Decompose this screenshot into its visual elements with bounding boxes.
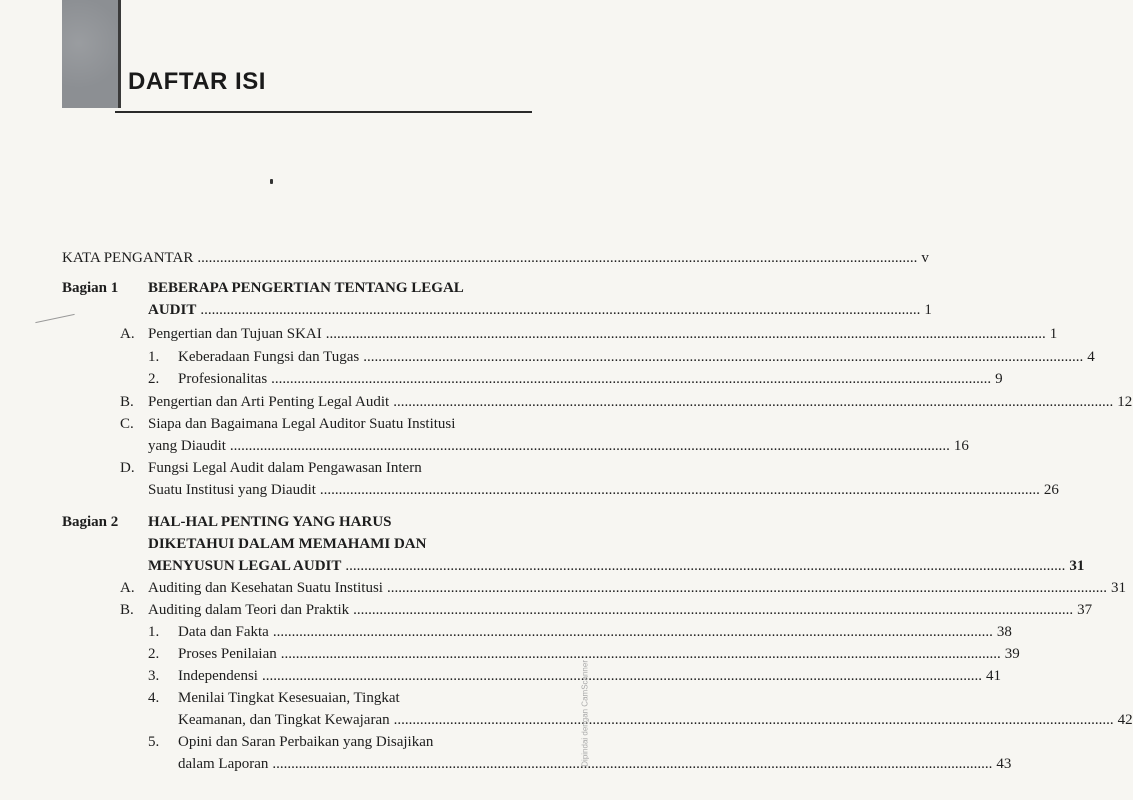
toc-entry-kata-pengantar <box>62 250 929 267</box>
scan-speck <box>270 179 273 184</box>
part-label-1: Bagian 1 <box>62 280 119 296</box>
toc-page: 26 <box>1043 482 1059 498</box>
toc-entry-1d <box>148 482 1059 499</box>
toc-num: 1. <box>148 349 160 365</box>
toc-entry-2b1 <box>178 624 1012 641</box>
toc-page: 4 <box>1087 349 1095 365</box>
toc-page: 12 <box>1117 394 1133 410</box>
toc-text: Keamanan, dan Tingkat Kewajaran <box>178 712 390 728</box>
toc-leader <box>320 482 1040 499</box>
toc-page: 9 <box>995 371 1003 387</box>
toc-leader <box>271 371 991 388</box>
toc-leader <box>393 394 1113 411</box>
toc-page: 31 <box>1110 580 1126 596</box>
toc-text: Independensi <box>178 668 258 684</box>
toc-num: 4. <box>148 690 160 706</box>
toc-page: v <box>921 250 929 266</box>
toc-text: Pengertian dan Arti Penting Legal Audit <box>148 394 390 410</box>
toc-entry-2b <box>148 602 1093 619</box>
toc-entry-bagian1 <box>148 302 932 319</box>
toc-leader <box>273 624 993 641</box>
toc-num: 1. <box>148 624 160 640</box>
toc-page: 16 <box>953 438 969 454</box>
toc-entry-2a <box>148 580 1126 597</box>
toc-page: 31 <box>1069 558 1085 574</box>
part-title-1-line1: BEBERAPA PENGERTIAN TENTANG LEGAL <box>148 280 464 296</box>
part-title-1-line2: AUDIT <box>148 302 197 318</box>
toc-entry-1a2 <box>178 371 1003 388</box>
toc-entry-2b3 <box>178 668 1001 685</box>
toc-text: Siapa dan Bagaimana Legal Auditor Suatu Institusi <box>148 416 456 432</box>
toc-text: dalam Laporan <box>178 756 269 772</box>
toc-letter: C. <box>120 416 134 432</box>
toc-leader <box>387 580 1107 597</box>
toc-leader <box>281 646 1001 663</box>
chapter-tab-decoration <box>62 0 118 108</box>
toc-entry-2b2 <box>178 646 1020 663</box>
toc-text: Menilai Tingkat Kesesuaian, Tingkat <box>178 690 400 706</box>
toc-page: 1 <box>1049 326 1058 342</box>
part-label-2: Bagian 2 <box>62 514 119 530</box>
toc-entry-1a1 <box>178 349 1095 366</box>
toc-label: KATA PENGANTAR <box>62 250 194 266</box>
toc-page: 42 <box>1117 712 1133 728</box>
toc-text: yang Diaudit <box>148 438 226 454</box>
part-title-2-line3: MENYUSUN LEGAL AUDIT <box>148 558 342 574</box>
toc-num: 3. <box>148 668 160 684</box>
toc-text: Suatu Institusi yang Diaudit <box>148 482 316 498</box>
toc-leader <box>353 602 1073 619</box>
toc-page: 41 <box>985 668 1001 684</box>
toc-leader <box>394 712 1114 729</box>
toc-text: Auditing dalam Teori dan Praktik <box>148 602 350 618</box>
part-title-2-line2: DIKETAHUI DALAM MEMAHAMI DAN <box>148 536 427 552</box>
toc-letter: D. <box>120 460 135 476</box>
toc-entry-1a <box>148 326 1058 343</box>
toc-page: 37 <box>1077 602 1093 618</box>
toc-leader <box>326 326 1046 343</box>
toc-text: Auditing dan Kesehatan Suatu Institusi <box>148 580 383 596</box>
toc-entry-1c <box>148 438 969 455</box>
toc-text: Profesionalitas <box>178 371 268 387</box>
toc-page: 1 <box>924 302 932 318</box>
toc-text: Keberadaan Fungsi dan Tugas <box>178 349 360 365</box>
toc-letter: A. <box>120 580 135 596</box>
part-title-2-line1: HAL-HAL PENTING YANG HARUS <box>148 514 392 530</box>
toc-leader <box>363 349 1083 366</box>
toc-num: 2. <box>148 371 160 387</box>
toc-text: Opini dan Saran Perbaikan yang Disajikan <box>178 734 434 750</box>
toc-leader <box>200 302 920 319</box>
toc-leader <box>345 558 1065 575</box>
toc-letter: B. <box>120 394 134 410</box>
title-rule <box>115 111 532 113</box>
toc-entry-2b4 <box>178 712 1133 729</box>
toc-leader <box>262 668 982 685</box>
toc-page: 39 <box>1004 646 1020 662</box>
toc-entry-1b <box>148 394 1133 411</box>
toc-num: 2. <box>148 646 160 662</box>
toc-text: Proses Penilaian <box>178 646 277 662</box>
toc-text: Data dan Fakta <box>178 624 269 640</box>
page-title: DAFTAR ISI <box>128 68 266 95</box>
toc-text: Fungsi Legal Audit dalam Pengawasan Intern <box>148 460 422 476</box>
toc-page: 43 <box>996 756 1012 772</box>
scanner-watermark: Dipindai dengan CamScanner <box>581 660 590 767</box>
toc-entry-bagian2 <box>148 558 1085 575</box>
toc-num: 5. <box>148 734 160 750</box>
toc-leader <box>230 438 950 455</box>
toc-letter: B. <box>120 602 134 618</box>
toc-entry-2b5 <box>178 756 1012 773</box>
toc-leader <box>197 250 917 267</box>
toc-page: 38 <box>996 624 1012 640</box>
toc-text: Pengertian dan Tujuan SKAI <box>148 326 322 342</box>
toc-leader <box>272 756 992 773</box>
pencil-mark <box>35 314 74 323</box>
toc-letter: A. <box>120 326 135 342</box>
